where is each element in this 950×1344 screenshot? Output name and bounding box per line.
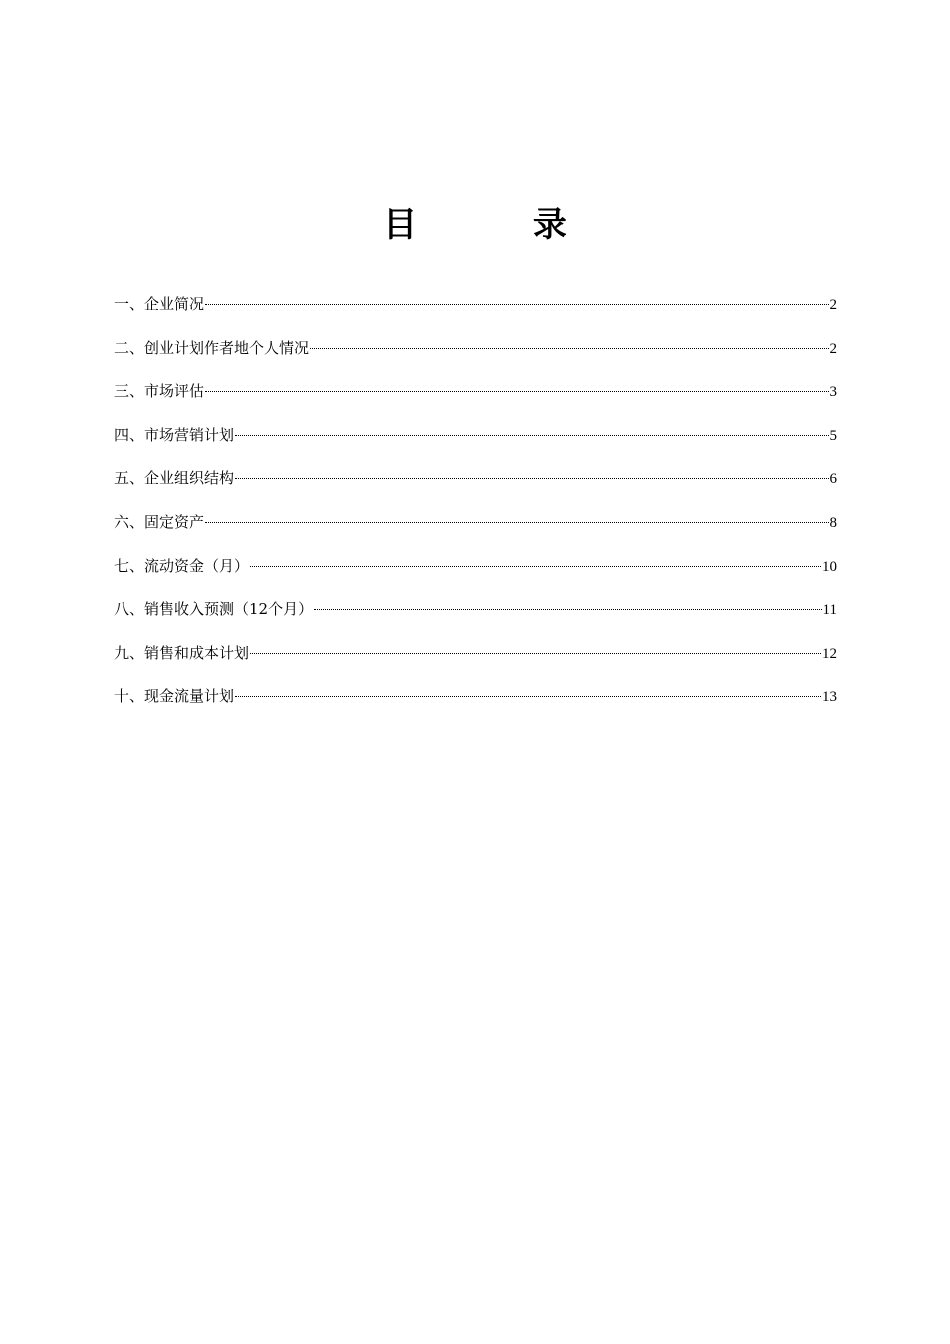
toc-entry-label: 四、市场营销计划	[114, 425, 235, 444]
toc-dot-leader	[250, 653, 821, 654]
toc-entry-label: 六、固定资产	[114, 512, 205, 531]
toc-entry[interactable]	[114, 554, 837, 598]
toc-entry-page: 13	[822, 689, 837, 706]
toc-entry-label: 一、企业简况	[114, 295, 205, 313]
toc-dot-leader	[235, 478, 828, 479]
toc-entry-label: 二、创业计划作者地个人情况	[114, 338, 310, 357]
toc-entry[interactable]	[114, 641, 837, 685]
toc-dot-leader	[235, 435, 828, 436]
toc-entry-label: 十、现金流量计划	[114, 687, 235, 706]
toc-entry[interactable]	[114, 466, 837, 510]
toc-entry[interactable]	[114, 597, 837, 641]
toc-entry-page: 2	[829, 297, 837, 313]
toc-entry[interactable]	[114, 510, 837, 554]
toc-dot-leader	[205, 391, 828, 392]
toc-entry-page: 8	[829, 514, 837, 531]
toc-entry-label: 三、市场评估	[114, 382, 205, 401]
toc-entry-page: 2	[829, 340, 837, 357]
toc-title: 目 录	[383, 205, 619, 245]
toc-entry-label: 五、企业组织结构	[114, 469, 235, 488]
toc-entry[interactable]	[114, 379, 837, 423]
toc-entry[interactable]	[114, 292, 837, 336]
toc-entry-label: 七、流动资金（月）	[114, 556, 250, 575]
toc-entry-page: 10	[822, 558, 837, 575]
toc-dot-leader	[235, 696, 821, 697]
toc-dot-leader	[205, 304, 828, 305]
toc-dot-leader	[314, 609, 821, 610]
toc-entry-page: 11	[822, 602, 837, 619]
toc-entry-label: 八、销售收入预测（12个月）	[114, 600, 314, 619]
toc-entry[interactable]	[114, 336, 837, 380]
toc-entry[interactable]	[114, 423, 837, 467]
toc-entry-page: 3	[829, 384, 837, 401]
toc-dot-leader	[310, 348, 828, 349]
toc-dot-leader	[250, 566, 821, 567]
toc-dot-leader	[205, 522, 828, 523]
toc-entry-page: 12	[822, 645, 837, 662]
toc-entry-label: 九、销售和成本计划	[114, 643, 250, 662]
table-of-contents	[114, 292, 837, 728]
toc-entry-page: 6	[829, 471, 837, 488]
toc-entry-page: 5	[829, 427, 837, 444]
toc-entry[interactable]	[114, 684, 837, 728]
